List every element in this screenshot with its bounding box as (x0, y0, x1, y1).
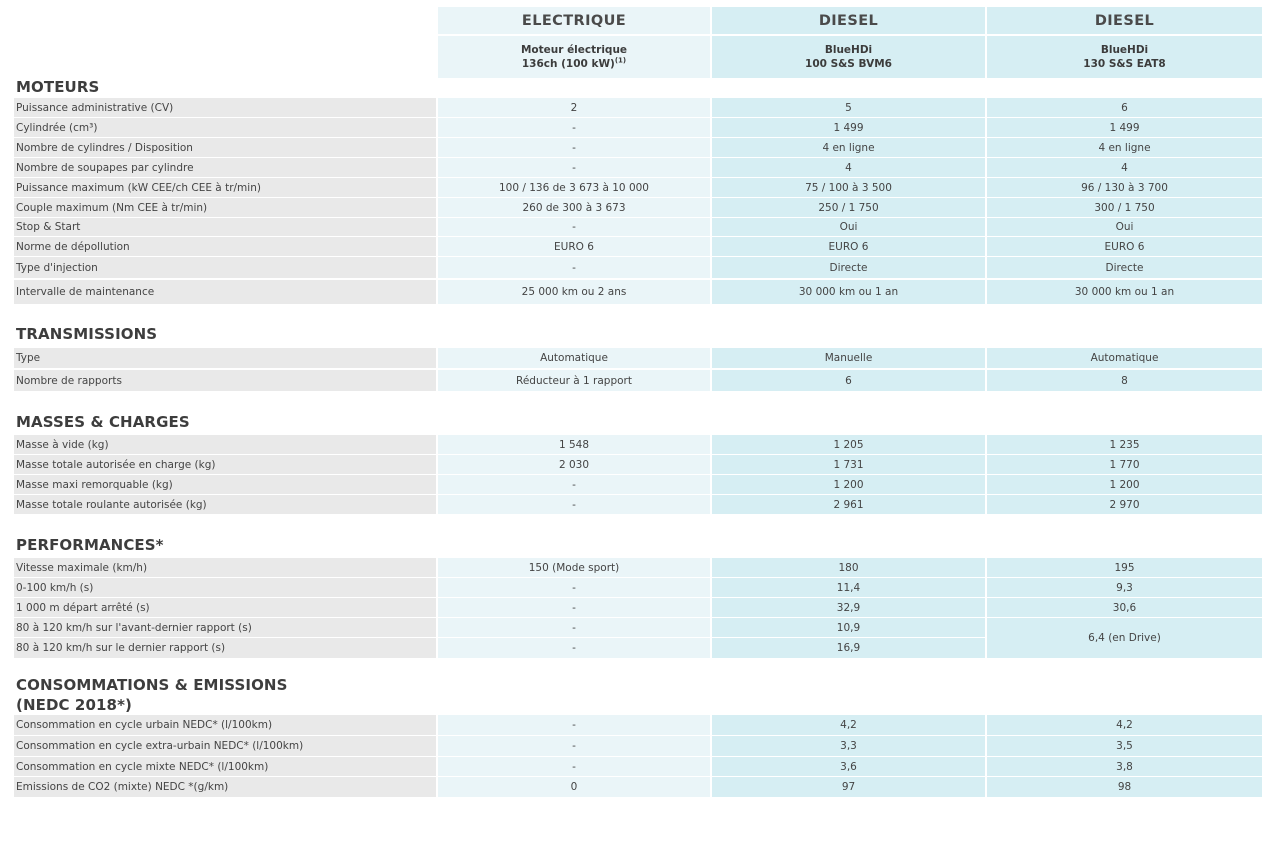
value-cell: - (438, 495, 710, 514)
value-cell: 4 en ligne (712, 138, 985, 157)
value-cell: 2 (438, 98, 710, 117)
value-cell: - (438, 218, 710, 236)
value-cell: 1 499 (712, 118, 985, 137)
value-cell: 96 / 130 à 3 700 (987, 178, 1262, 197)
value-cell: 3,5 (987, 736, 1262, 756)
value-cell: 2 030 (438, 455, 710, 474)
value-cell: - (438, 578, 710, 597)
value-cell: 75 / 100 à 3 500 (712, 178, 985, 197)
merged-cell-drive: 6,4 (en Drive) (987, 618, 1262, 658)
value-cell: 195 (987, 558, 1262, 577)
section-title-transmissions: TRANSMISSIONS (16, 325, 158, 343)
value-cell: 250 / 1 750 (712, 198, 985, 217)
section-title-performances: PERFORMANCES* (16, 536, 164, 554)
row-label: Nombre de soupapes par cylindre (14, 158, 436, 177)
value-cell: - (438, 757, 710, 776)
value-cell: 4 (712, 158, 985, 177)
value-cell: - (438, 118, 710, 137)
value-cell: 3,8 (987, 757, 1262, 776)
value-cell: 4,2 (712, 715, 985, 735)
value-cell: - (438, 715, 710, 735)
row-label: Intervalle de maintenance (14, 280, 436, 304)
row-label: Nombre de cylindres / Disposition (14, 138, 436, 157)
section-title-masses: MASSES & CHARGES (16, 413, 190, 431)
row-label: Puissance administrative (CV) (14, 98, 436, 117)
column-subheader-diesel-2 (987, 36, 1262, 78)
value-cell: 98 (987, 777, 1262, 797)
table-row (14, 348, 1262, 368)
column-subheader-line1: BlueHDi (1100, 44, 1149, 56)
column-subheader-line2 (522, 57, 626, 71)
value-cell: 97 (712, 777, 985, 797)
table-row (14, 598, 1262, 617)
value-cell: - (438, 618, 710, 637)
value-cell: 1 200 (712, 475, 985, 494)
table-row (14, 455, 1262, 474)
value-cell: - (438, 138, 710, 157)
row-label: 1 000 m départ arrêté (s) (14, 598, 436, 617)
value-cell: EURO 6 (438, 237, 710, 256)
value-cell: 4,2 (987, 715, 1262, 735)
table-row (14, 435, 1262, 454)
column-subheader-line2-text: 136ch (100 kW) (521, 58, 615, 70)
row-label: Stop & Start (14, 218, 436, 236)
value-cell: 30,6 (987, 598, 1262, 617)
value-cell: 16,9 (712, 638, 985, 658)
value-cell: Automatique (438, 348, 710, 368)
value-cell: 4 (987, 158, 1262, 177)
table-row (14, 757, 1262, 776)
column-subheader-diesel-1 (712, 36, 985, 78)
table-row (14, 138, 1262, 157)
row-label: Type d'injection (14, 257, 436, 278)
value-cell: 11,4 (712, 578, 985, 597)
value-cell: - (438, 257, 710, 278)
value-cell: 25 000 km ou 2 ans (438, 280, 710, 304)
value-cell: - (438, 736, 710, 756)
value-cell: Oui (712, 218, 985, 236)
value-cell: - (438, 158, 710, 177)
table-row (14, 218, 1262, 236)
value-cell: - (438, 598, 710, 617)
table-row (14, 178, 1262, 197)
table-row (14, 198, 1262, 217)
column-subheader-electrique (438, 36, 710, 78)
value-cell: Oui (987, 218, 1262, 236)
row-label: Consommation en cycle extra-urbain NEDC* (l/100km) (14, 736, 436, 756)
row-label: Masse à vide (kg) (14, 435, 436, 454)
section-title-moteurs: MOTEURS (16, 78, 100, 96)
row-label: 0-100 km/h (s) (14, 578, 436, 597)
row-label: Type (14, 348, 436, 368)
value-cell: 3,3 (712, 736, 985, 756)
value-cell: 1 731 (712, 455, 985, 474)
row-label: Nombre de rapports (14, 370, 436, 391)
column-subheader-line1: BlueHDi (824, 44, 873, 56)
table-row (14, 736, 1262, 756)
value-cell: 3,6 (712, 757, 985, 776)
table-row (14, 495, 1262, 514)
section-title-line1: CONSOMMATIONS & EMISSIONS (16, 676, 288, 694)
value-cell: 32,9 (712, 598, 985, 617)
value-cell: 2 970 (987, 495, 1262, 514)
value-cell: 1 235 (987, 435, 1262, 454)
table-row (14, 715, 1262, 735)
value-cell: 260 de 300 à 3 673 (438, 198, 710, 217)
value-cell: 30 000 km ou 1 an (712, 280, 985, 304)
table-row (14, 370, 1262, 391)
value-cell: 1 499 (987, 118, 1262, 137)
row-label: 80 à 120 km/h sur l'avant-dernier rapport (s) (14, 618, 436, 637)
row-label: Consommation en cycle mixte NEDC* (l/100km) (14, 757, 436, 776)
value-cell: 1 205 (712, 435, 985, 454)
value-cell: Manuelle (712, 348, 985, 368)
column-header-diesel-2: DIESEL (987, 7, 1262, 34)
value-cell: 1 200 (987, 475, 1262, 494)
row-label: 80 à 120 km/h sur le dernier rapport (s) (14, 638, 436, 658)
value-cell: 1 548 (438, 435, 710, 454)
footnote-ref: (1) (614, 56, 627, 65)
row-label: Couple maximum (Nm CEE à tr/min) (14, 198, 436, 217)
column-header-diesel-1: DIESEL (712, 7, 985, 34)
value-cell: 5 (712, 98, 985, 117)
row-label: Norme de dépollution (14, 237, 436, 256)
value-cell: 10,9 (712, 618, 985, 637)
value-cell: 2 961 (712, 495, 985, 514)
value-cell: 100 / 136 de 3 673 à 10 000 (438, 178, 710, 197)
value-cell: EURO 6 (712, 237, 985, 256)
value-cell: 4 en ligne (987, 138, 1262, 157)
row-label: Masse totale autorisée en charge (kg) (14, 455, 436, 474)
table-row (14, 98, 1262, 117)
value-cell: EURO 6 (987, 237, 1262, 256)
row-label: Consommation en cycle urbain NEDC* (l/100km) (14, 715, 436, 735)
column-subheader-line2: 130 S&S EAT8 (1083, 58, 1166, 70)
table-row (14, 558, 1262, 577)
table-row (14, 237, 1262, 256)
value-cell: Directe (712, 257, 985, 278)
row-label: Masse maxi remorquable (kg) (14, 475, 436, 494)
value-cell: 0 (438, 777, 710, 797)
value-cell: - (438, 638, 710, 658)
value-cell: - (438, 475, 710, 494)
value-cell: 8 (987, 370, 1262, 391)
table-row (14, 280, 1262, 304)
value-cell: 30 000 km ou 1 an (987, 280, 1262, 304)
value-cell: 300 / 1 750 (987, 198, 1262, 217)
row-label: Puissance maximum (kW CEE/ch CEE à tr/min) (14, 178, 436, 197)
row-label: Vitesse maximale (km/h) (14, 558, 436, 577)
row-label: Masse totale roulante autorisée (kg) (14, 495, 436, 514)
section-title-consommations (16, 675, 288, 715)
column-header-electrique: ELECTRIQUE (438, 7, 710, 34)
value-cell: 6 (712, 370, 985, 391)
value-cell: 180 (712, 558, 985, 577)
value-cell: Directe (987, 257, 1262, 278)
value-cell: 6 (987, 98, 1262, 117)
row-label: Emissions de CO2 (mixte) NEDC *(g/km) (14, 777, 436, 797)
value-cell: 9,3 (987, 578, 1262, 597)
value-cell: Automatique (987, 348, 1262, 368)
value-cell: 1 770 (987, 455, 1262, 474)
table-row (14, 578, 1262, 597)
column-subheader-line2: 100 S&S BVM6 (805, 58, 892, 70)
table-row (14, 257, 1262, 278)
table-row (14, 475, 1262, 494)
row-label: Cylindrée (cm³) (14, 118, 436, 137)
table-row (14, 118, 1262, 137)
value-cell: Réducteur à 1 rapport (438, 370, 710, 391)
column-subheader-line1: Moteur électrique (520, 44, 628, 56)
value-cell: 150 (Mode sport) (438, 558, 710, 577)
table-row (14, 777, 1262, 797)
section-title-line2: (NEDC 2018*) (16, 696, 132, 714)
table-row (14, 158, 1262, 177)
